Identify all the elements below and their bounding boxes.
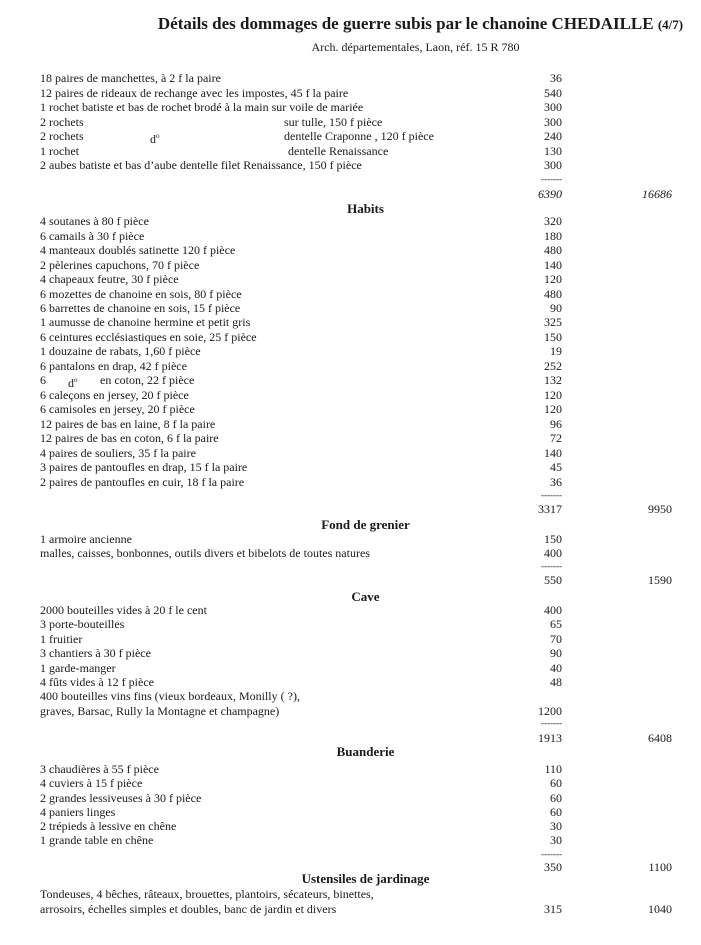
cumulative-value: 1590 [648,573,672,587]
list-item: 6 ceintures ecclésiastiques en soie, 25 f pièce 150 [40,330,562,344]
list-item: 2 rochets $d^o$ dentelle Craponne , 120 f pièce 240 [40,129,562,146]
list-item: 4 manteaux doublés satinette 120 f pièce 480 [40,243,562,257]
list-item: 2 trépieds à lessive en chêne 30 [40,819,562,833]
list-item: 18 paires de manchettes, à 2 f la paire 36 [40,71,562,85]
list-item: 6 $d^o$ en coton, 22 f pièce 132 [40,373,562,390]
cumulative-value: 1040 [648,902,672,916]
list-item: 4 fûts vides à 12 f pièce 48 [40,675,562,689]
list-item: 400 bouteilles vins fins (vieux bordeaux, Monilly ( ?), [40,689,300,703]
list-item: 6 camisoles en jersey, 20 f pièce 120 [40,402,562,416]
list-item: 2 rochets sur tulle, 150 f pièce 300 [40,115,562,129]
list-item: 6 camails à 30 f pièce 180 [40,229,562,243]
list-item: 12 paires de rideaux de rechange avec les impostes, 45 f la paire 540 [40,86,562,100]
ditto-mark: $d^o$ [150,132,160,146]
list-item: 1 douzaine de rabats, 1,60 f pièce 19 [40,344,562,358]
cumulative-value: 9950 [648,502,672,516]
list-item: 6 mozettes de chanoine en sois, 80 f pièce 480 [40,287,562,301]
list-item: 12 paires de bas en coton, 6 f la paire 72 [40,431,562,445]
list-item: 1 aumusse de chanoine hermine et petit gris 325 [40,315,562,329]
separator: ------- [541,849,562,859]
section-heading-cave: Cave [351,589,380,604]
subtotal-value: 1913 [538,731,562,745]
list-item: 3 paires de pantoufles en drap, 15 f la paire 45 [40,460,562,474]
separator: ------- [541,490,562,500]
archive-reference: Arch. départementales, Laon, réf. 15 R 780 [311,40,520,54]
list-item: 4 paires de souliers, 35 f la paire 140 [40,446,562,460]
section-heading-buanderie: Buanderie [336,744,395,759]
subtotal-row [0,502,701,517]
list-item: arrosoirs, échelles simples et doubles, banc de jardin et divers 315 1040 [40,902,672,916]
list-item: 4 chapeaux feutre, 30 f pièce 120 [40,272,562,286]
separator: ------- [541,174,562,184]
list-item: 6 barrettes de chanoine en sois, 15 f pièce 90 [40,301,562,315]
section-heading-habits: Habits [347,201,384,216]
list-item: Tondeuses, 4 bêches, râteaux, brouettes, plantoirs, sécateurs, binettes, [40,887,374,901]
title-part: (4/7) [657,17,684,32]
ditto-mark: $d^o$ [68,376,78,390]
list-item: 1 rochet dentelle Renaissance 130 [40,144,562,158]
separator: ------- [541,561,562,571]
cumulative-value: 16686 [642,187,672,201]
list-item: 2 grandes lessiveuses à 30 f pièce 60 [40,791,562,805]
list-item: 2 paires de pantoufles en cuir, 18 f la paire 36 [40,475,562,489]
section-heading-grenier: Fond de grenier [321,517,410,532]
list-item: 2000 bouteilles vides à 20 f le cent 400 [40,603,562,617]
subtotal-value: 350 [544,860,562,874]
list-item: 6 pantalons en drap, 42 f pièce 252 [40,359,562,373]
list-item: 2 aubes batiste et bas d’aube dentelle filet Renaissance, 150 f pièce 300 [40,158,562,172]
list-item: 3 chantiers à 30 f pièce 90 [40,646,562,660]
list-item: 4 cuviers à 15 f pièce 60 [40,776,562,790]
list-item: 1 armoire ancienne 150 [40,532,562,546]
list-item: 3 chaudières à 55 f pièce 110 [40,762,562,776]
separator: ------- [541,718,562,728]
subtotal-row [0,187,701,202]
subtotal-value: 3317 [538,502,562,516]
list-item: 12 paires de bas en laine, 8 f la paire 96 [40,417,562,431]
subtotal-row [0,573,701,588]
list-item: 1 garde-manger 40 [40,661,562,675]
list-item: graves, Barsac, Rully la Montagne et champagne) 1200 [40,704,562,718]
list-item: 1 grande table en chêne 30 [40,833,562,847]
list-item: 1 rochet batiste et bas de rochet brodé à la main sur voile de mariée 300 [40,100,562,114]
subtotal-value: 6390 [538,187,562,201]
cumulative-value: 1100 [648,860,672,874]
list-item: 4 soutanes à 80 f pièce 320 [40,214,562,228]
list-item: 6 caleçons en jersey, 20 f pièce 120 [40,388,562,402]
list-item: 2 pèlerines capuchons, 70 f pièce 140 [40,258,562,272]
list-item: 4 paniers linges 60 [40,805,562,819]
list-item: 3 porte-bouteilles 65 [40,617,562,631]
cumulative-value: 6408 [648,731,672,745]
page-title [0,14,701,34]
list-item: malles, caisses, bonbonnes, outils divers et bibelots de toutes natures 400 [40,546,562,560]
subtotal-value: 550 [544,573,562,587]
section-heading-jardinage: Ustensiles de jardinage [301,871,430,886]
title-main: Détails des dommages de guerre subis par le chanoine CHEDAILLE [157,14,654,33]
list-item: 1 fruitier 70 [40,632,562,646]
